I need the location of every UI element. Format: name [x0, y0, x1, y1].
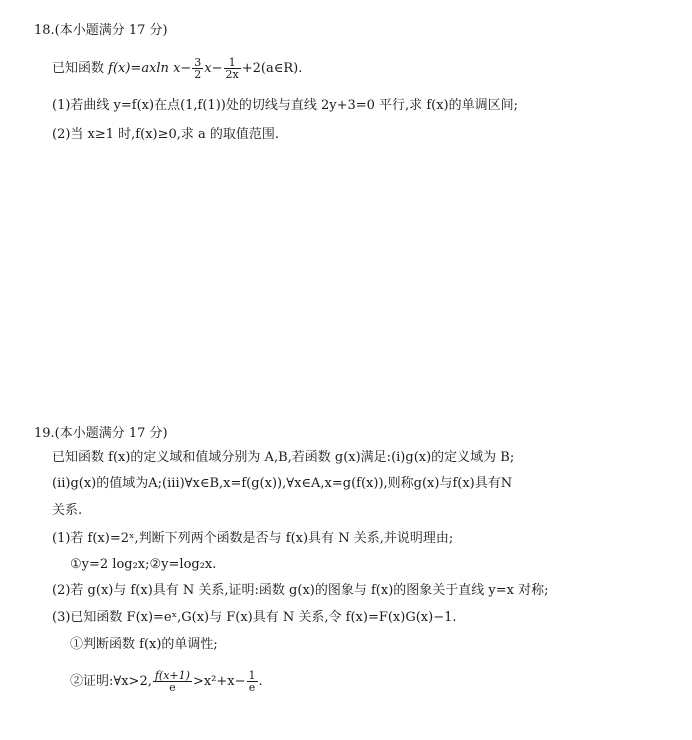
fraction-numerator: 3: [194, 56, 202, 69]
fraction-1-over-2x: [224, 57, 241, 80]
sub2-suffix: .: [258, 674, 263, 689]
question-18-part-2: (2)当 x≥1 时,f(x)≥0,求 a 的取值范围.: [52, 127, 280, 142]
question-19-part-3: (3)已知函数 F(x)=eˣ,G(x)与 F(x)具有 N 关系,令 f(x)=F(x)G(x)−1.: [52, 610, 457, 625]
question-19-stem-line-1: 已知函数 f(x)的定义域和值域分别为 A,B,若函数 g(x)满足:(ⅰ)g(x)的定义域为 B;: [52, 450, 515, 465]
question-19-part-2: (2)若 g(x)与 f(x)具有 N 关系,证明:函数 g(x)的图象与 f(x)的图象关于直线 y=x 对称;: [52, 583, 549, 598]
stem-prefix: 已知函数: [52, 61, 109, 76]
fraction-numerator: 1: [248, 669, 256, 682]
question-19-header: 19.(本小题满分 17 分): [34, 426, 168, 441]
sub2-prefix: ②证明:∀x>2,: [70, 674, 152, 689]
question-19-part-3-sub-2: [70, 670, 263, 693]
question-19-part-1: (1)若 f(x)=2ˣ,判断下列两个函数是否与 f(x)具有 N 关系,并说明理由;: [52, 531, 454, 546]
sub2-mid: >x²+x−: [192, 674, 246, 689]
question-19-stem-line-2: (ⅱ)g(x)的值域为A;(ⅲ)∀x∈B,x=f(g(x)),∀x∈A,x=g(f(x)),则称g(x)与f(x)具有N: [52, 476, 513, 491]
question-18-stem: [52, 57, 302, 80]
question-18-part-1: (1)若曲线 y=f(x)在点(1,f(1))处的切线与直线 2y+3=0 平行,求 f(x)的单调区间;: [52, 98, 518, 113]
fraction-3-over-2: [192, 57, 203, 80]
stem-mid: x−: [204, 61, 223, 76]
question-19-part-1-options: ①y=2 log₂x;②y=log₂x.: [70, 557, 217, 572]
fraction-numerator: 1: [224, 57, 241, 69]
question-19-stem-line-3: 关系.: [52, 503, 83, 518]
stem-suffix: +2(a∈R).: [241, 61, 303, 76]
fraction-denominator: 2: [194, 68, 202, 81]
question-18-header: 18.(本小题满分 17 分): [34, 23, 168, 38]
fraction-denominator: e: [248, 681, 256, 694]
fraction-1-over-e: [247, 670, 258, 693]
fraction-denominator: e: [169, 681, 176, 694]
fraction-numerator: f(x+1): [154, 669, 190, 682]
question-19-part-3-sub-1: ①判断函数 f(x)的单调性;: [70, 637, 218, 652]
stem-function: f(x)=axln x−: [108, 61, 192, 76]
fraction-denominator: 2x: [225, 68, 239, 81]
fraction-f-over-e: [153, 670, 192, 693]
